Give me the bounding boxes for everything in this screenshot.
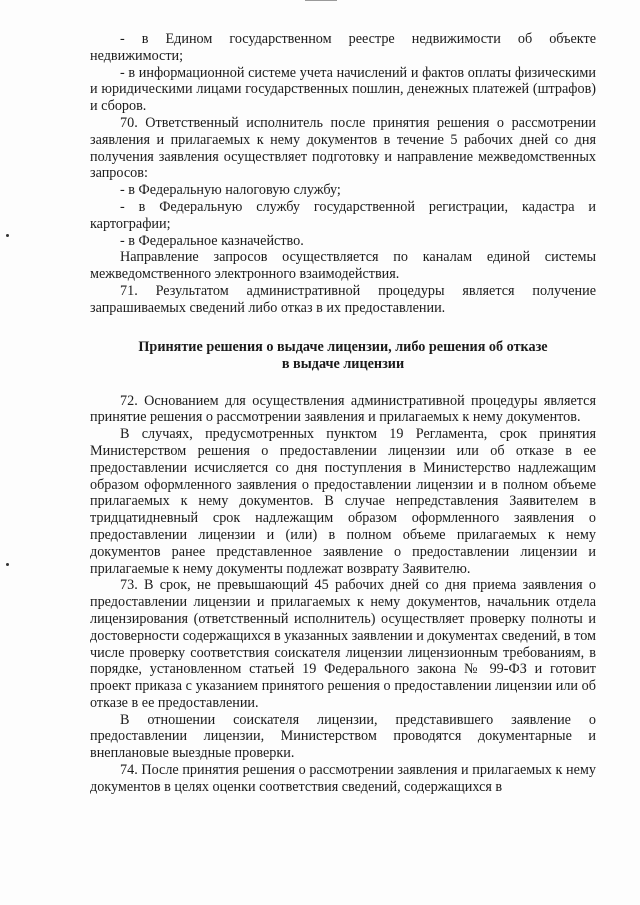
paragraph-71: 71. Результатом административной процедуры является получение запрашиваемых сведений либо отказ в их предоставлении. (90, 282, 596, 316)
margin-dot-1 (6, 234, 9, 237)
document-body (90, 31, 596, 796)
paragraph-gis-gmp-item: - в информационной системе учета начислений и фактов оплаты физическими и юридическими лицами государственных пошлин, денежных платежей (штрафов) и сборов. (90, 64, 596, 115)
margin-dot-2 (6, 563, 9, 566)
paragraph-rosreestr-item: - в Федеральную службу государственной регистрации, кадастра и картографии; (90, 198, 596, 232)
paragraph-requests-channel: Направление запросов осуществляется по каналам единой системы межведомственного электронного взаимодействия. (90, 249, 596, 283)
paragraph-egrn-item: - в Едином государственном реестре недвижимости об объекте недвижимости; (90, 31, 596, 64)
paragraph-73-inspections: В отношении соискателя лицензии, представившего заявление о предоставлении лицензии, Министерством проводятся документарные и внеплановые выездные проверки. (90, 711, 596, 762)
section-heading-line-1: Принятие решения о выдаче лицензии, либо решения об отказе (138, 338, 548, 355)
paragraph-70: 70. Ответственный исполнитель после принятия решения о рассмотрении заявления и прилагаемых к нему документов в течение 5 рабочих дней со дня получения заявления осуществляет подготовку и направление межведомственных запросов: (90, 114, 596, 182)
paragraph-73: 73. В срок, не превышающий 45 рабочих дней со дня приема заявления о предоставлении лицензии и прилагаемых к нему документов, начальник отдела лицензирования (ответственный исполнитель) осуществляет проверку полноты и достоверности содержащихся в указанных заявлении и документах сведений, в том числе проверку соответствия соискателя лицензии лицензионным требованиям, в порядке, установленном статьей 19 Федерального закона № 99-ФЗ и готовит проект приказа с указанием принятого решения о предоставлении лицензии или об отказе в ее предоставлении. (90, 577, 596, 711)
paragraph-treasury-item: - в Федеральное казначейство. (120, 232, 304, 249)
scan-edge-mark (305, 0, 337, 1)
section-heading (90, 339, 596, 373)
paragraph-72: 72. Основанием для осуществления административной процедуры является принятие решения о рассмотрении заявления и прилагаемых к нему документов. (90, 392, 596, 426)
paragraph-72-cases: В случаях, предусмотренных пунктом 19 Регламента, срок принятия Министерством решения о предоставлении лицензии или об отказе в ее предоставлении исчисляется со дня поступления в Министерство надлежащим образом оформленного заявления о предоставлении лицензии и в полном объеме прилагаемых к нему документов. В случае непредставления Заявителем в тридцатидневный срок надлежащим образом оформленного заявления о предоставлении лицензии и (или) в полном объеме прилагаемых к нему документов ранее представленное заявление о предоставлении лицензии и прилагаемые к нему документы подлежат возврату Заявителю. (90, 426, 596, 577)
section-heading-line-2: в выдаче лицензии (281, 355, 405, 372)
paragraph-74: 74. После принятия решения о рассмотрении заявления и прилагаемых к нему документов в целях оценки соответствия сведений, содержащихся в (90, 762, 596, 795)
paragraph-fns-item: - в Федеральную налоговую службу; (120, 182, 341, 199)
